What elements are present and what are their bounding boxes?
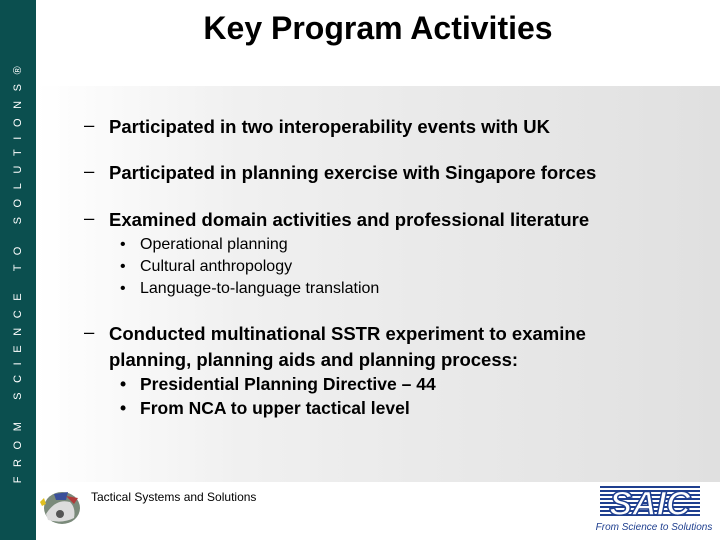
bullet-marker: • <box>120 236 126 253</box>
sub-bullet-text: Operational planning <box>140 236 288 253</box>
bullet-marker: • <box>120 398 127 418</box>
sub-bullet-text: Cultural anthropology <box>140 258 293 275</box>
bullet-marker: • <box>120 280 126 297</box>
side-banner-text: FROM SCIENCE TO SOLUTIONS® <box>12 56 24 484</box>
sub-bullet-text: From NCA to upper tactical level <box>140 398 410 418</box>
footer-text: Tactical Systems and Solutions <box>91 490 257 504</box>
bullet-marker: • <box>120 258 126 275</box>
sub-bullet-text: Presidential Planning Directive – 44 <box>140 374 436 394</box>
item-text: Examined domain activities and professional literature <box>109 209 590 230</box>
dash-marker: – <box>84 321 95 342</box>
svg-text:From Science to Solutions: From Science to Solutions <box>595 522 712 533</box>
dash-marker: – <box>84 207 95 228</box>
list-item <box>84 321 586 373</box>
dash-marker: – <box>84 114 95 135</box>
sub-bullet <box>120 372 436 396</box>
saic-logo <box>592 482 712 536</box>
list-item <box>84 207 589 233</box>
sub-bullet <box>120 396 410 420</box>
bullet-marker: • <box>120 374 127 394</box>
emblem-icon <box>36 484 84 528</box>
sub-bullet <box>120 256 293 278</box>
dash-marker: – <box>84 160 95 181</box>
side-banner <box>0 0 36 540</box>
item-text-line2: planning, planning aids and planning process: <box>109 349 519 370</box>
item-text: Participated in planning exercise with Singapore forces <box>109 162 597 183</box>
sub-bullet-text: Language-to-language translation <box>140 280 380 297</box>
sub-bullet <box>120 278 380 300</box>
item-text: Participated in two interoperability events with UK <box>109 116 550 137</box>
page-title: Key Program Activities <box>203 10 553 46</box>
list-item <box>84 114 550 140</box>
sub-bullet <box>120 234 288 256</box>
item-text-line1: Conducted multinational SSTR experiment to examine <box>109 323 586 344</box>
list-item <box>84 160 596 186</box>
svg-text:SAIC: SAIC <box>609 485 691 523</box>
